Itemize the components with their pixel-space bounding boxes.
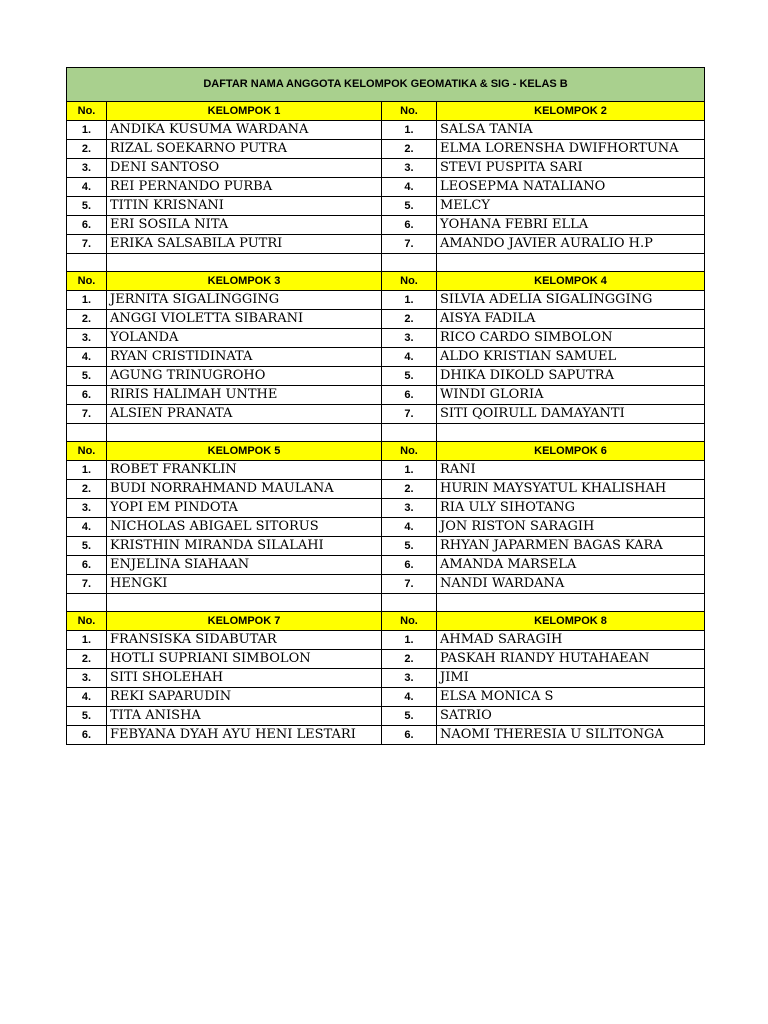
- member-number: 5.: [382, 367, 437, 386]
- group-header-row: [67, 612, 705, 631]
- member-number: 7.: [382, 405, 437, 424]
- member-name: JIMI: [437, 669, 705, 688]
- member-name: TITIN KRISNANI: [107, 197, 382, 216]
- member-number: 2.: [382, 310, 437, 329]
- no-column-header: No.: [382, 442, 437, 461]
- empty-cell: [107, 254, 382, 272]
- member-number: 6.: [382, 386, 437, 405]
- member-number: 2.: [67, 140, 107, 159]
- table-row: [67, 631, 705, 650]
- sheet-title: DAFTAR NAMA ANGGOTA KELOMPOK GEOMATIKA & SIG - KELAS B: [67, 68, 705, 102]
- member-name: AMANDO JAVIER AURALIO H.P: [437, 235, 705, 254]
- member-name: KRISTHIN MIRANDA SILALAHI: [107, 537, 382, 556]
- member-number: 7.: [67, 405, 107, 424]
- member-number: 5.: [67, 367, 107, 386]
- table-row: [67, 461, 705, 480]
- member-number: 6.: [382, 556, 437, 575]
- empty-cell: [67, 254, 107, 272]
- group-header: KELOMPOK 7: [107, 612, 382, 631]
- table-row: [67, 386, 705, 405]
- table-row: [67, 367, 705, 386]
- member-name: SALSA TANIA: [437, 121, 705, 140]
- empty-cell: [437, 424, 705, 442]
- member-name: ERI SOSILA NITA: [107, 216, 382, 235]
- table-row: [67, 650, 705, 669]
- member-number: 2.: [382, 140, 437, 159]
- table-body: [67, 68, 705, 745]
- table-row: [67, 556, 705, 575]
- member-number: 7.: [382, 235, 437, 254]
- member-name: RYAN CRISTIDINATA: [107, 348, 382, 367]
- member-name: AISYA FADILA: [437, 310, 705, 329]
- title-row: [67, 68, 705, 102]
- group-header: KELOMPOK 5: [107, 442, 382, 461]
- member-number: 6.: [67, 386, 107, 405]
- member-number: 3.: [67, 159, 107, 178]
- group-header: KELOMPOK 4: [437, 272, 705, 291]
- no-column-header: No.: [382, 612, 437, 631]
- member-number: 4.: [67, 348, 107, 367]
- member-name: SITI QOIRULL DAMAYANTI: [437, 405, 705, 424]
- member-name: HOTLI SUPRIANI SIMBOLON: [107, 650, 382, 669]
- table-row: [67, 348, 705, 367]
- member-number: 2.: [67, 310, 107, 329]
- member-number: 2.: [67, 650, 107, 669]
- member-name: ROBET FRANKLIN: [107, 461, 382, 480]
- table-row: [67, 669, 705, 688]
- member-name: DENI SANTOSO: [107, 159, 382, 178]
- empty-cell: [67, 594, 107, 612]
- group-header-row: [67, 102, 705, 121]
- member-name: JERNITA SIGALINGGING: [107, 291, 382, 310]
- member-name: ANDIKA KUSUMA WARDANA: [107, 121, 382, 140]
- member-number: 1.: [382, 121, 437, 140]
- table-row: [67, 235, 705, 254]
- member-number: 4.: [382, 688, 437, 707]
- member-name: ELSA MONICA S: [437, 688, 705, 707]
- group-header: KELOMPOK 3: [107, 272, 382, 291]
- member-name: PASKAH RIANDY HUTAHAEAN: [437, 650, 705, 669]
- member-number: 1.: [67, 461, 107, 480]
- member-name: RIZAL SOEKARNO PUTRA: [107, 140, 382, 159]
- member-number: 3.: [382, 329, 437, 348]
- empty-cell: [107, 424, 382, 442]
- table-row: [67, 726, 705, 745]
- no-column-header: No.: [382, 102, 437, 121]
- member-name: RANI: [437, 461, 705, 480]
- member-number: 5.: [382, 537, 437, 556]
- member-name: FEBYANA DYAH AYU HENI LESTARI: [107, 726, 382, 745]
- member-name: SITI SHOLEHAH: [107, 669, 382, 688]
- table-row: [67, 310, 705, 329]
- member-name: REI PERNANDO PURBA: [107, 178, 382, 197]
- table-row: [67, 499, 705, 518]
- member-number: 4.: [67, 518, 107, 537]
- member-number: 3.: [67, 669, 107, 688]
- member-number: 4.: [382, 348, 437, 367]
- member-number: 3.: [382, 669, 437, 688]
- member-number: 5.: [67, 537, 107, 556]
- member-name: ENJELINA SIAHAAN: [107, 556, 382, 575]
- no-column-header: No.: [67, 612, 107, 631]
- member-number: 7.: [67, 575, 107, 594]
- member-number: 4.: [382, 518, 437, 537]
- member-name: RICO CARDO SIMBOLON: [437, 329, 705, 348]
- member-number: 6.: [67, 726, 107, 745]
- member-name: RIRIS HALIMAH UNTHE: [107, 386, 382, 405]
- member-name: AHMAD SARAGIH: [437, 631, 705, 650]
- group-member-table: [66, 67, 705, 745]
- member-number: 1.: [382, 631, 437, 650]
- empty-cell: [107, 594, 382, 612]
- table-row: [67, 329, 705, 348]
- member-name: YOPI EM PINDOTA: [107, 499, 382, 518]
- member-name: SILVIA ADELIA SIGALINGGING: [437, 291, 705, 310]
- spacer-row: [67, 254, 705, 272]
- group-header: KELOMPOK 8: [437, 612, 705, 631]
- table-row: [67, 178, 705, 197]
- empty-cell: [67, 424, 107, 442]
- member-name: HENGKI: [107, 575, 382, 594]
- empty-cell: [382, 254, 437, 272]
- member-name: RIA ULY SIHOTANG: [437, 499, 705, 518]
- no-column-header: No.: [67, 442, 107, 461]
- spacer-row: [67, 594, 705, 612]
- member-number: 4.: [382, 178, 437, 197]
- member-name: SATRIO: [437, 707, 705, 726]
- member-name: LEOSEPMA NATALIANO: [437, 178, 705, 197]
- table-row: [67, 140, 705, 159]
- table-row: [67, 197, 705, 216]
- member-name: ANGGI VIOLETTA SIBARANI: [107, 310, 382, 329]
- member-number: 1.: [67, 121, 107, 140]
- table-row: [67, 575, 705, 594]
- member-number: 3.: [382, 159, 437, 178]
- group-header: KELOMPOK 6: [437, 442, 705, 461]
- group-header: KELOMPOK 2: [437, 102, 705, 121]
- member-name: REKI SAPARUDIN: [107, 688, 382, 707]
- member-number: 6.: [382, 726, 437, 745]
- member-name: NICHOLAS ABIGAEL SITORUS: [107, 518, 382, 537]
- member-number: 2.: [382, 480, 437, 499]
- member-name: YOLANDA: [107, 329, 382, 348]
- group-header: KELOMPOK 1: [107, 102, 382, 121]
- member-name: BUDI NORRAHMAND MAULANA: [107, 480, 382, 499]
- member-number: 3.: [382, 499, 437, 518]
- empty-cell: [382, 424, 437, 442]
- member-number: 4.: [67, 178, 107, 197]
- member-name: DHIKA DIKOLD SAPUTRA: [437, 367, 705, 386]
- member-number: 7.: [67, 235, 107, 254]
- member-number: 6.: [67, 216, 107, 235]
- member-name: ERIKA SALSABILA PUTRI: [107, 235, 382, 254]
- member-name: AMANDA MARSELA: [437, 556, 705, 575]
- empty-cell: [382, 594, 437, 612]
- member-number: 3.: [67, 329, 107, 348]
- member-number: 4.: [67, 688, 107, 707]
- table-row: [67, 405, 705, 424]
- member-number: 3.: [67, 499, 107, 518]
- member-name: WINDI GLORIA: [437, 386, 705, 405]
- table-row: [67, 121, 705, 140]
- member-name: FRANSISKA SIDABUTAR: [107, 631, 382, 650]
- table-row: [67, 480, 705, 499]
- member-number: 2.: [67, 480, 107, 499]
- no-column-header: No.: [67, 102, 107, 121]
- member-number: 1.: [382, 461, 437, 480]
- member-number: 6.: [382, 216, 437, 235]
- member-number: 1.: [382, 291, 437, 310]
- table-row: [67, 216, 705, 235]
- table-row: [67, 688, 705, 707]
- member-name: JON RISTON SARAGIH: [437, 518, 705, 537]
- table-row: [67, 518, 705, 537]
- table-row: [67, 537, 705, 556]
- member-name: ALDO KRISTIAN SAMUEL: [437, 348, 705, 367]
- spacer-row: [67, 424, 705, 442]
- member-number: 1.: [67, 631, 107, 650]
- member-name: HURIN MAYSYATUL KHALISHAH: [437, 480, 705, 499]
- member-number: 5.: [67, 197, 107, 216]
- member-name: ALSIEN PRANATA: [107, 405, 382, 424]
- member-name: RHYAN JAPARMEN BAGAS KARA: [437, 537, 705, 556]
- member-number: 6.: [67, 556, 107, 575]
- table-row: [67, 291, 705, 310]
- member-name: STEVI PUSPITA SARI: [437, 159, 705, 178]
- member-name: AGUNG TRINUGROHO: [107, 367, 382, 386]
- member-number: 5.: [67, 707, 107, 726]
- table-row: [67, 159, 705, 178]
- member-number: 1.: [67, 291, 107, 310]
- member-name: ELMA LORENSHA DWIFHORTUNA: [437, 140, 705, 159]
- member-name: TITA ANISHA: [107, 707, 382, 726]
- member-number: 5.: [382, 197, 437, 216]
- no-column-header: No.: [67, 272, 107, 291]
- no-column-header: No.: [382, 272, 437, 291]
- empty-cell: [437, 594, 705, 612]
- group-header-row: [67, 442, 705, 461]
- member-name: YOHANA FEBRI ELLA: [437, 216, 705, 235]
- table-row: [67, 707, 705, 726]
- member-number: 7.: [382, 575, 437, 594]
- member-name: NAOMI THERESIA U SILITONGA: [437, 726, 705, 745]
- empty-cell: [437, 254, 705, 272]
- member-name: NANDI WARDANA: [437, 575, 705, 594]
- member-number: 5.: [382, 707, 437, 726]
- member-number: 2.: [382, 650, 437, 669]
- group-header-row: [67, 272, 705, 291]
- member-name: MELCY: [437, 197, 705, 216]
